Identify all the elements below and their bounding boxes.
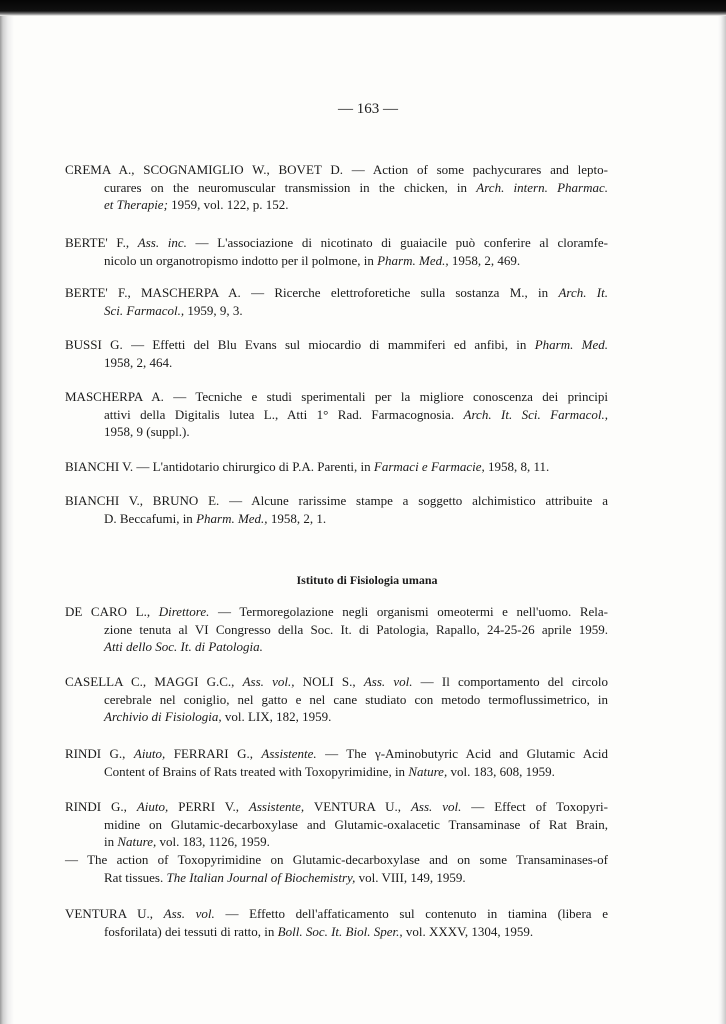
bibliography-entry xyxy=(65,603,608,656)
citation-text: 1958, 9 (suppl.). xyxy=(104,424,190,440)
citation-text: VENTURA U., xyxy=(65,906,164,921)
citation-italic-text: Arch. It. Sci. Farmacol., xyxy=(463,406,608,422)
citation-text: vol. 183, 608, 1959. xyxy=(447,763,555,779)
citation-italic-text: Nature, xyxy=(408,763,448,779)
citation-text: — L'associazione di nicotinato di guaiacile può conferire al cloramfe- xyxy=(186,235,608,250)
citation-italic-text: et Therapie; xyxy=(104,197,168,213)
citation-text: vol. XXXV, 1304, 1959. xyxy=(402,923,534,939)
page-number: — 163 — xyxy=(338,101,398,117)
citation-italic-text: Pharm. Med., xyxy=(196,510,268,526)
citation-text: — The γ-Aminobutyric Acid and Glutamic Acid xyxy=(316,746,608,761)
entry-line xyxy=(65,492,608,510)
entry-line xyxy=(65,621,608,639)
bibliography-entry xyxy=(65,161,608,214)
citation-italic-text: Ass. vol. xyxy=(410,799,462,814)
citation-text: 1958, 2, 469. xyxy=(448,252,521,268)
bibliography-entry xyxy=(65,745,608,780)
entry-line xyxy=(65,763,608,781)
bibliography-entry xyxy=(65,492,608,527)
citation-text: 1958, 2, 1. xyxy=(267,510,327,526)
entry-line xyxy=(65,923,608,941)
citation-text: — The action of Toxopyrimidine on Glutamic-decarboxylase and on some Transaminases-of xyxy=(65,852,608,867)
citation-italic-text: Assistente, xyxy=(248,799,305,814)
citation-italic-text: Boll. Soc. It. Biol. Sper., xyxy=(277,923,403,939)
citation-text: vol. 183, 1126, 1959. xyxy=(156,834,270,850)
bibliography-entry xyxy=(65,458,608,476)
bibliography-entry xyxy=(65,336,608,371)
citation-italic-text: Direttore. xyxy=(158,604,210,619)
citation-italic-text: Nature, xyxy=(117,834,157,850)
citation-text: RINDI G., xyxy=(65,799,137,814)
entry-line xyxy=(65,833,608,851)
section-heading: Istituto di Fisiologia umana xyxy=(296,573,438,587)
scan-left-edge xyxy=(0,16,14,1024)
citation-text: 1958, 8, 11. xyxy=(484,459,550,474)
citation-text: PERRI V., xyxy=(168,799,249,814)
citation-italic-text: Aiuto, xyxy=(133,746,166,761)
bibliography-entry xyxy=(65,798,608,851)
citation-text: 1958, 2, 464. xyxy=(104,354,173,370)
bibliography-entry xyxy=(65,388,608,441)
citation-italic-text: Pharm. Med. xyxy=(534,337,608,352)
citation-text: in xyxy=(104,834,118,850)
citation-italic-text: Farmaci e Farmacie, xyxy=(373,459,485,474)
citation-italic-text: Archivio di Fisiologia, xyxy=(104,709,222,725)
citation-text: fosforilata) dei tessuti di ratto, in xyxy=(104,923,278,939)
entry-line xyxy=(65,388,608,406)
citation-text: CREMA A., SCOGNAMIGLIO W., BOVET D. — Action of some pachycurares and lepto- xyxy=(65,162,608,177)
bibliography-entry xyxy=(65,905,608,940)
entry-line xyxy=(65,905,608,923)
citation-text: vol. VIII, 149, 1959. xyxy=(355,869,466,885)
citation-text: cerebrale nel coniglio, nel gatto e nel cane studiato con metodo termoflussimetrico, in xyxy=(104,691,608,707)
citation-text: nicolo un organotropismo indotto per il polmone, in xyxy=(104,252,378,268)
citation-text: Rat tissues. xyxy=(104,869,167,885)
entry-line xyxy=(65,161,608,179)
entry-line xyxy=(65,458,608,476)
citation-text: RINDI G., xyxy=(65,746,134,761)
citation-italic-text: Ass. inc. xyxy=(137,235,187,250)
citation-italic-text: Atti dello Soc. It. di Patologia. xyxy=(104,639,263,655)
entry-line xyxy=(65,179,608,197)
entry-line xyxy=(65,252,608,270)
citation-text: BUSSI G. — Effetti del Blu Evans sul miocardio di mammiferi ed anfibi, in xyxy=(65,337,535,352)
citation-italic-text: Ass. vol., xyxy=(242,674,295,689)
entry-line xyxy=(65,869,608,887)
citation-italic-text: The Italian Journal of Biochemistry, xyxy=(166,869,356,885)
bibliography-entry xyxy=(65,284,608,319)
citation-text: — Effetto dell'affaticamento sul contenuto in tiamina (libera e xyxy=(214,906,608,921)
citation-text: BIANCHI V., BRUNO E. — Alcune rarissime stampe a soggetto alchimistico attribuite a xyxy=(65,493,608,508)
citation-italic-text: Arch. It. xyxy=(558,285,608,300)
entry-line xyxy=(65,406,608,424)
entry-line xyxy=(65,638,608,656)
entry-line xyxy=(65,745,608,763)
citation-italic-text: Ass. vol. xyxy=(363,674,413,689)
entry-line xyxy=(65,673,608,691)
entry-line xyxy=(65,691,608,709)
entry-line xyxy=(65,851,608,869)
entry-line xyxy=(65,234,608,252)
citation-italic-text: Pharm. Med., xyxy=(377,252,449,268)
citation-text: D. Beccafumi, in xyxy=(104,510,197,526)
entry-line xyxy=(65,816,608,834)
entry-line xyxy=(65,302,608,320)
citation-text: BIANCHI V. — L'antidotario chirurgico di P.A. Parenti, in xyxy=(65,459,374,474)
citation-text: BERTE' F., MASCHERPA A. — Ricerche elettroforetiche sulla sostanza M., in xyxy=(65,285,559,300)
bibliography-entry xyxy=(65,234,608,269)
citation-text: CASELLA C., MAGGI G.C., xyxy=(65,674,243,689)
citation-text: — Effect of Toxopyri- xyxy=(461,799,608,814)
citation-text: — Il comportamento del circolo xyxy=(412,674,608,689)
citation-text: FERRARI G., xyxy=(165,746,262,761)
citation-text: VENTURA U., xyxy=(304,799,411,814)
entry-line xyxy=(65,284,608,302)
citation-text: DE CARO L., xyxy=(65,604,159,619)
citation-text: midine on Glutamic-decarboxylase and Glutamic-oxalacetic Transaminase of Rat Brain, xyxy=(104,816,608,832)
citation-text: vol. LIX, 182, 1959. xyxy=(221,709,332,725)
citation-text: 1959, 9, 3. xyxy=(184,302,243,318)
entry-line xyxy=(65,798,608,816)
citation-text: zione tenuta al VI Congresso della Soc. It. di Patologia, Rapallo, 24-25-26 aprile 1959. xyxy=(104,621,608,637)
citation-text: 1959, vol. 122, p. 152. xyxy=(167,197,289,213)
citation-text: — Termoregolazione negli organismi omeotermi e nell'uomo. Rela- xyxy=(209,604,608,619)
entry-line xyxy=(65,196,608,214)
bibliography-entry xyxy=(65,673,608,726)
entry-line xyxy=(65,336,608,354)
citation-text: BERTE' F., xyxy=(65,235,138,250)
citation-text: NOLI S., xyxy=(294,674,364,689)
entry-line xyxy=(65,708,608,726)
citation-text: curares on the neuromuscular transmission in the chicken, in xyxy=(104,179,477,195)
entry-line xyxy=(65,354,608,372)
entry-line xyxy=(65,510,608,528)
citation-italic-text: Sci. Farmacol., xyxy=(104,302,185,318)
citation-text: attivi della Digitalis lutea L., Atti 1° Rad. Farmacognosia. xyxy=(104,406,464,422)
citation-italic-text: Aiuto, xyxy=(136,799,169,814)
entry-line xyxy=(65,423,608,441)
scan-right-edge xyxy=(718,16,726,1024)
citation-text: Content of Brains of Rats treated with Toxopyrimidine, in xyxy=(104,763,409,779)
citation-italic-text: Assistente. xyxy=(261,746,317,761)
citation-text: MASCHERPA A. — Tecniche e studi sperimentali per la migliore conoscenza dei principi xyxy=(65,389,608,404)
citation-italic-text: Ass. vol. xyxy=(163,906,215,921)
scan-top-border xyxy=(0,0,726,16)
entry-line xyxy=(65,603,608,621)
bibliography-entry xyxy=(65,851,608,886)
citation-italic-text: Arch. intern. Pharmac. xyxy=(476,179,608,195)
